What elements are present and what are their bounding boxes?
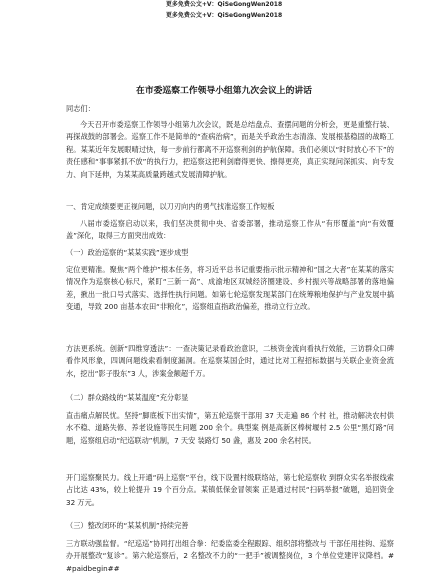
document-title: 在市委巡察工作领导小组第九次会议上的讲话 bbox=[136, 86, 312, 96]
section-heading-1: 一、肯定成绩要更正视问题，以刀刃向内的勇气找准巡察工作短板 bbox=[66, 202, 275, 211]
subheading-rectification: （三）整改闭环的“某某机制”持续完善 bbox=[66, 521, 189, 530]
subheading-mass-line: （二）群众路线的“某某温度”充分彰显 bbox=[66, 393, 189, 402]
open-inspection-paragraph: 开门巡察聚民力。线上开通“码上巡察”平台，线下设置村级联络站，第七轮巡察收 到群众实名举报线索占比达 43%，较上轮提升 19 个百分点。某镇低保金冒领案 正是通过村民“扫码举报”破题，追回资金 32 万元。 bbox=[66, 473, 394, 507]
tripartite-paragraph: 三方联动强监督。“纪巡巡”协同打出组合拳：纪委监委全程跟踪、组织部将整改与 干部任用挂钩、巡察办开展整改“复诊”。第六轮巡察后，2 名整改不力的“一把手”被调整岗位，3 个单位党建评议降档。##paidbegin## bbox=[66, 539, 394, 573]
method-paragraph: 方法更系统。创新“四维穿透法”：一查决策记录看政治意识，二核资金流向看执行效能，三访群众口碑看作风形象，四调问题线索看制度漏洞。在巡察某国企时，通过比对工程招标数据与关联企业资金流水，挖出“影子股东”3 人，涉案金额超千万。 bbox=[66, 344, 394, 378]
section-intro-paragraph: 八届市委巡察启动以来，我们坚决贯彻中央、省委部署，推动巡察工作从“有形覆盖”向“有效覆盖”深化，取得三方面突出成效： bbox=[66, 219, 394, 241]
salutation: 同志们： bbox=[66, 104, 95, 113]
pain-point-paragraph: 直击痛点解民忧。坚持“脚底板下出实情”，第五轮巡察干部用 37 天走遍 86 个村 社，推动解决农村供水不稳、道路失修、养老设施等民生问题 200 余个。典型案 例是高新区棒树堰村 2.5 公里“黑灯路”问题，巡察组启动“纪巡联动”机制，7 天安 装路灯 50 盏，惠及 200 余名村民。 bbox=[66, 411, 394, 445]
intro-paragraph: 今天召开市委巡察工作领导小组第九次会议，既是总结盘点、查摆问题的分析会，更是重整行装、再探战鼓的部署会。巡察工作不是简单的“查病治病”，而是关乎政治生态清涤、发展根基稳固的战略工程。某某近年发展眼晴过快，每一步前行都离不开巡察利剑的护航保障。我们必须以“时时放心不下”的责任感和“事事紧抓不放”的执行力，把巡察这把利剑磨得更快、擦得更亮，真正实现问深抓实、向专发力、向下延伸，为某某高质量跨越式发展清障护航。 bbox=[66, 120, 394, 179]
positioning-paragraph: 定位更精准。聚焦“两个维护”根本任务，将习近平总书记重要指示批示精神和“国之大者”在某某的落实情况作为巡察核心标尺，紧盯“三新一高”、成渝地区双城经济圈建设、乡村振兴等战略部署的落地偏差，揪出一批口号式落实、选择性执行问题。如第七轮巡察发现某部门在统筹粮地保护与产业发展中搞变通，导致 200 亩基本农田“非粮化”，巡察组直指政治偏差，推动立行立改。 bbox=[66, 265, 394, 312]
promo-line-1: 更多免费公文+V：QiSeGongWen2018 bbox=[165, 1, 283, 8]
promo-line-2: 更多免费公文+V：QiSeGongWen2018 bbox=[165, 12, 283, 19]
subheading-political-inspection: （一）政治巡察的“某某实践”逐步成型 bbox=[66, 248, 189, 257]
